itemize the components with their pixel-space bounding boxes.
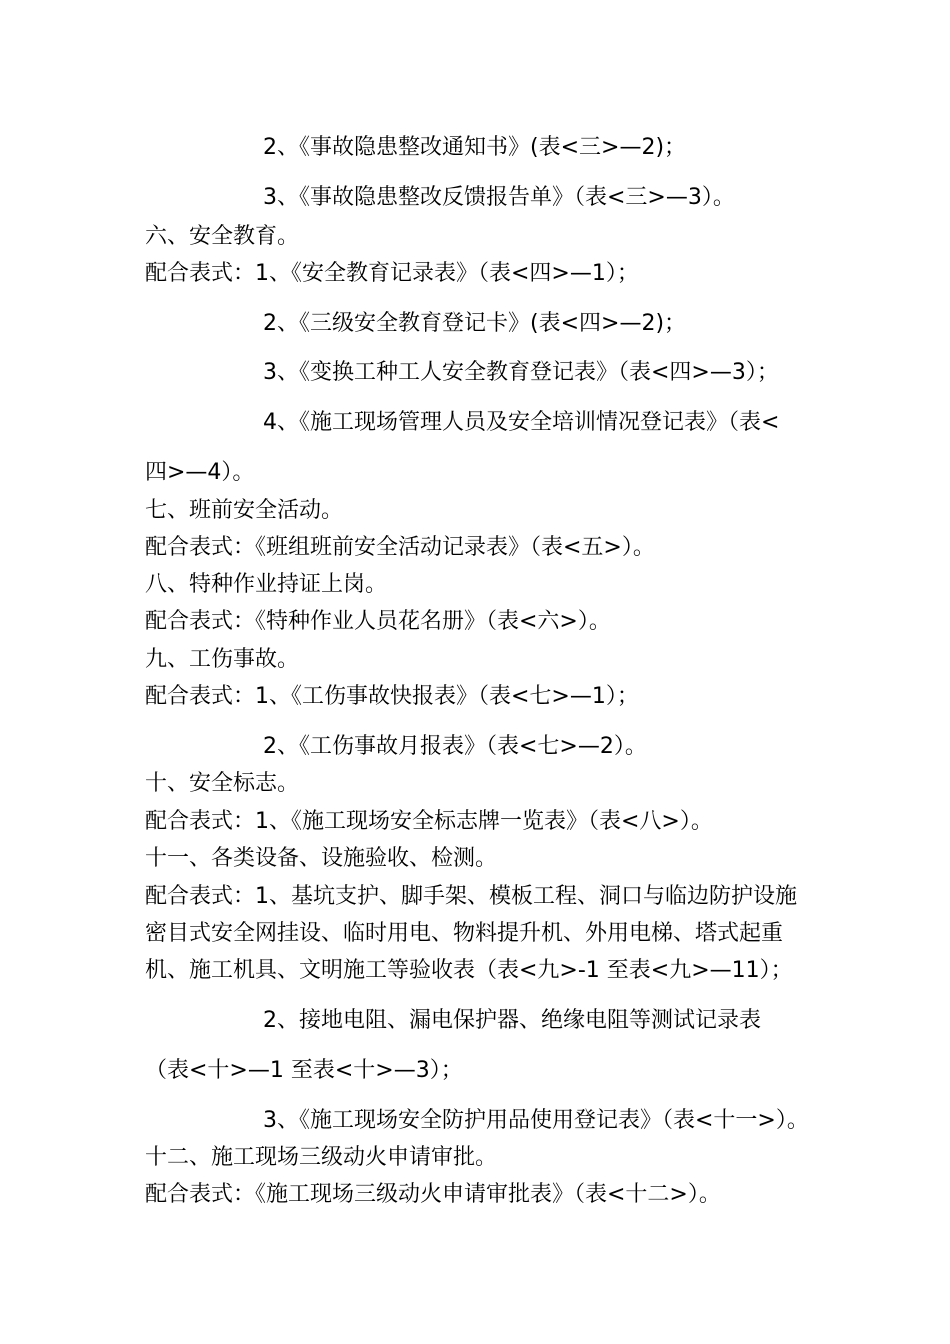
text-line: 配合表式：1、《工伤事故快报表》（表<七>—1）； xyxy=(145,684,639,709)
text-line: 2、《工伤事故月报表》（表<七>—2）。 xyxy=(263,734,647,759)
text-line: 四>—4）。 xyxy=(145,460,255,485)
section-heading: 十一、各类设备、设施验收、检测。 xyxy=(145,846,498,871)
text-line: 3、《变换工种工人安全教育登记表》（表<四>—3）； xyxy=(263,360,779,385)
text-line: 密目式安全网挂设、临时用电、物料提升机、外用电梯、塔式起重 xyxy=(145,921,784,946)
text-line: 4、《施工现场管理人员及安全培训情况登记表》（表< xyxy=(263,410,780,435)
text-line: 配合表式：1、基坑支护、脚手架、模板工程、洞口与临边防护设施 xyxy=(145,884,797,909)
section-heading: 九、工伤事故。 xyxy=(145,647,300,672)
section-heading: 十、安全标志。 xyxy=(145,771,300,796)
text-line: 2、《三级安全教育登记卡》(表<四>—2)； xyxy=(263,311,687,336)
text-line: 机、施工机具、文明施工等验收表（表<九>-1 至表<九>—11）； xyxy=(145,958,793,983)
section-heading: 六、安全教育。 xyxy=(145,224,300,249)
text-line: 2、《事故隐患整改通知书》(表<三>—2)； xyxy=(263,135,687,160)
text-line: 配合表式：1、《安全教育记录表》（表<四>—1）； xyxy=(145,261,639,286)
text-line: 配合表式：《施工现场三级动火申请审批表》（表<十二>）。 xyxy=(145,1182,721,1207)
section-heading: 十二、施工现场三级动火申请审批。 xyxy=(145,1145,498,1170)
text-line: 配合表式：《班组班前安全活动记录表》（表<五>）。 xyxy=(145,535,655,560)
section-heading: 七、班前安全活动。 xyxy=(145,498,344,523)
text-line: 3、《事故隐患整改反馈报告单》（表<三>—3）。 xyxy=(263,185,735,210)
text-line: （表<十>—1 至表<十>—3）； xyxy=(145,1058,463,1083)
text-line: 3、《施工现场安全防护用品使用登记表》（表<十一>）。 xyxy=(263,1108,809,1133)
section-heading: 八、特种作业持证上岗。 xyxy=(145,572,388,597)
text-line: 配合表式：1、《施工现场安全标志牌一览表》（表<八>）。 xyxy=(145,809,713,834)
text-line: 配合表式：《特种作业人员花名册》（表<六>）。 xyxy=(145,609,611,634)
text-line: 2、接地电阻、漏电保护器、绝缘电阻等测试记录表 xyxy=(263,1008,761,1033)
